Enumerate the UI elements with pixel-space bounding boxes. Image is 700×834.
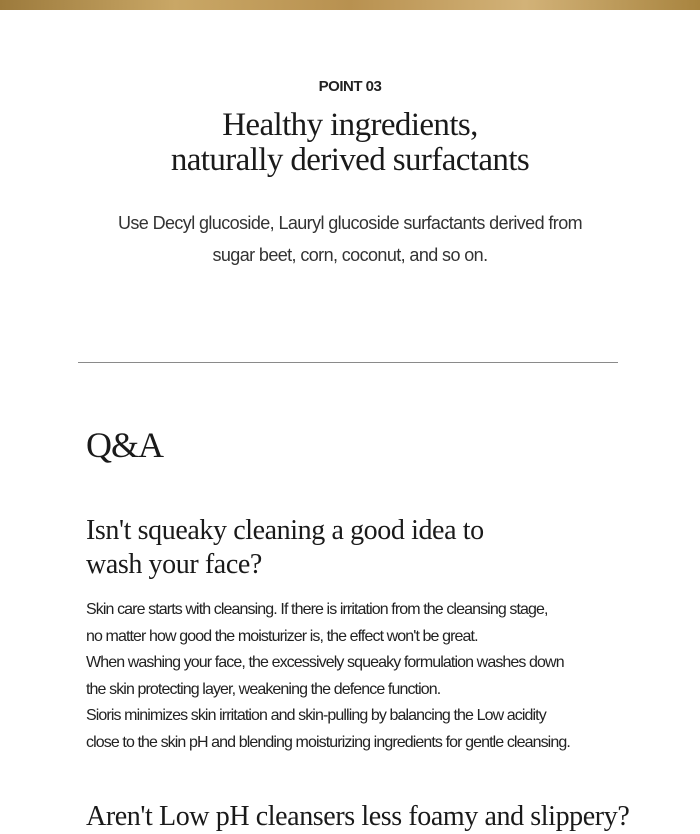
point-description: [0, 207, 700, 271]
answer-line: the skin protecting layer, weakening the defence function.: [86, 680, 441, 698]
answer-line: no matter how good the moisturizer is, the effect won't be great.: [86, 627, 478, 645]
qa-title: Q&A: [86, 425, 163, 465]
headline-line: naturally derived surfactants: [170, 142, 530, 178]
answer-line: Skin care starts with cleansing. If there is irritation from the cleansing stage,: [86, 601, 548, 618]
section-divider: [78, 362, 618, 363]
answer-line: close to the skin pH and blending moisturizing ingredients for gentle cleansing.: [86, 733, 570, 751]
question-line: Isn't squeaky cleaning a good idea to: [86, 515, 484, 546]
point-headline: [0, 108, 700, 178]
question-line: Aren't Low pH cleansers less foamy and slippery?: [86, 801, 630, 832]
headline-line: Healthy ingredients,: [222, 107, 478, 143]
question-heading: [86, 800, 646, 834]
description-line: sugar beet, corn, coconut, and so on.: [212, 245, 488, 265]
top-decorative-band: [0, 0, 700, 10]
answer-line: Sioris minimizes skin irritation and skin-pulling by balancing the Low acidity: [86, 707, 546, 724]
point-label: POINT 03: [318, 78, 382, 95]
description-line: Use Decyl glucoside, Lauryl glucoside surfactants derived from: [117, 213, 583, 233]
answer-line: When washing your face, the excessively squeaky formulation washes down: [86, 654, 564, 671]
question-line: wash your face?: [86, 549, 262, 580]
question-heading: [86, 514, 646, 582]
answer-text: [86, 597, 666, 756]
